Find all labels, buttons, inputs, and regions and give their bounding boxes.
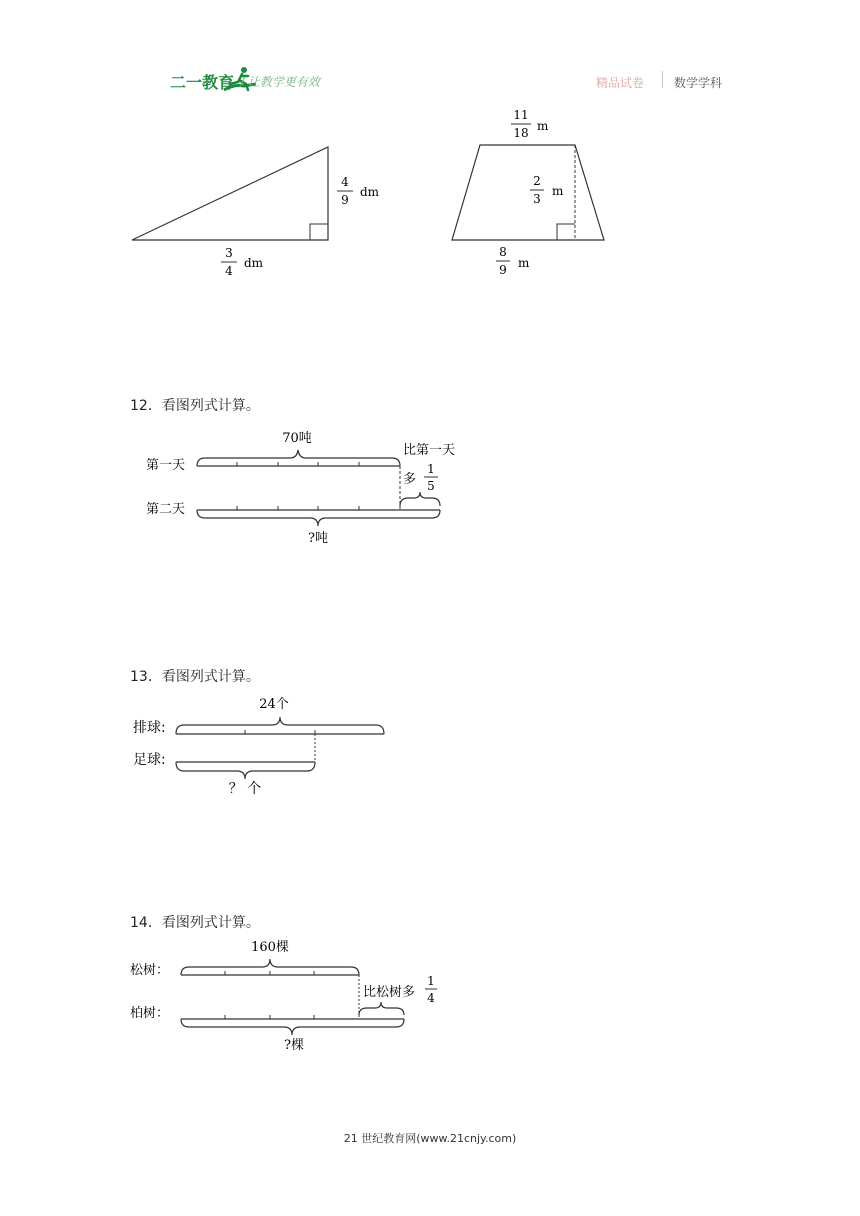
q14-diagram xyxy=(0,935,860,1060)
header-tag-subject: 数学学科 xyxy=(674,76,723,90)
q14-title: 14．看图列式计算。 xyxy=(130,915,260,931)
brand-slogan: / 让教学更有效 xyxy=(240,75,320,89)
q12-question: ?吨 xyxy=(308,531,328,546)
page-footer: 21 世纪教育网(www.21cnjy.com) xyxy=(343,1132,517,1145)
header-divider xyxy=(662,71,663,88)
q12-fraction-denominator: 5 xyxy=(427,479,435,493)
q14-row2-label: 柏树： xyxy=(130,1006,170,1021)
q14-row1-label: 松树： xyxy=(130,963,170,978)
q13-question: ？ 个 xyxy=(228,781,262,797)
q12-row1-label: 第一天 xyxy=(146,458,186,473)
q12-row2-label: 第二天 xyxy=(146,502,186,517)
trapezoid-height-unit: m xyxy=(552,184,564,198)
trapezoid-top-unit: m xyxy=(537,119,549,133)
brand-name: 二一教育 xyxy=(170,73,235,92)
q14-fraction-numerator: 1 xyxy=(427,974,435,988)
q13-top-value: 24个 xyxy=(259,697,289,712)
trapezoid-height-denominator: 3 xyxy=(533,192,541,206)
q13-diagram xyxy=(0,690,860,800)
triangle-height-denominator: 9 xyxy=(341,193,349,207)
trapezoid-bottom-numerator: 8 xyxy=(499,245,507,259)
triangle-base-denominator: 4 xyxy=(225,264,233,278)
q12-diagram xyxy=(0,420,860,550)
trapezoid-figure xyxy=(452,108,604,277)
triangle-height-numerator: 4 xyxy=(341,175,349,189)
q12-top-value: 70吨 xyxy=(282,431,312,446)
q13-row2-label: 足球: xyxy=(133,752,166,768)
q12-fraction-numerator: 1 xyxy=(427,462,435,476)
q13-title: 13．看图列式计算。 xyxy=(130,669,260,685)
header-tag-quality: 精品试卷 xyxy=(596,76,645,90)
q13-row1-label: 排球: xyxy=(133,720,166,736)
triangle-base-numerator: 3 xyxy=(225,246,233,260)
triangle-figure xyxy=(132,147,380,278)
q14-top-value: 160棵 xyxy=(251,940,289,955)
q14-question: ?棵 xyxy=(284,1038,304,1053)
trapezoid-top-numerator: 11 xyxy=(513,108,529,122)
q12-note-more: 多 xyxy=(403,472,417,487)
trapezoid-bottom-denominator: 9 xyxy=(499,263,507,277)
triangle-base-unit: dm xyxy=(244,256,264,270)
geometry-figures xyxy=(0,100,860,290)
q14-note-text: 比松树多 xyxy=(363,985,416,1000)
triangle-height-unit: dm xyxy=(360,185,380,199)
trapezoid-bottom-unit: m xyxy=(518,256,530,270)
q12-title: 12．看图列式计算。 xyxy=(130,398,260,414)
q14-fraction-denominator: 4 xyxy=(427,991,435,1005)
q12-note-line1: 比第一天 xyxy=(403,443,456,458)
trapezoid-top-denominator: 18 xyxy=(513,126,529,140)
trapezoid-height-numerator: 2 xyxy=(533,174,541,188)
